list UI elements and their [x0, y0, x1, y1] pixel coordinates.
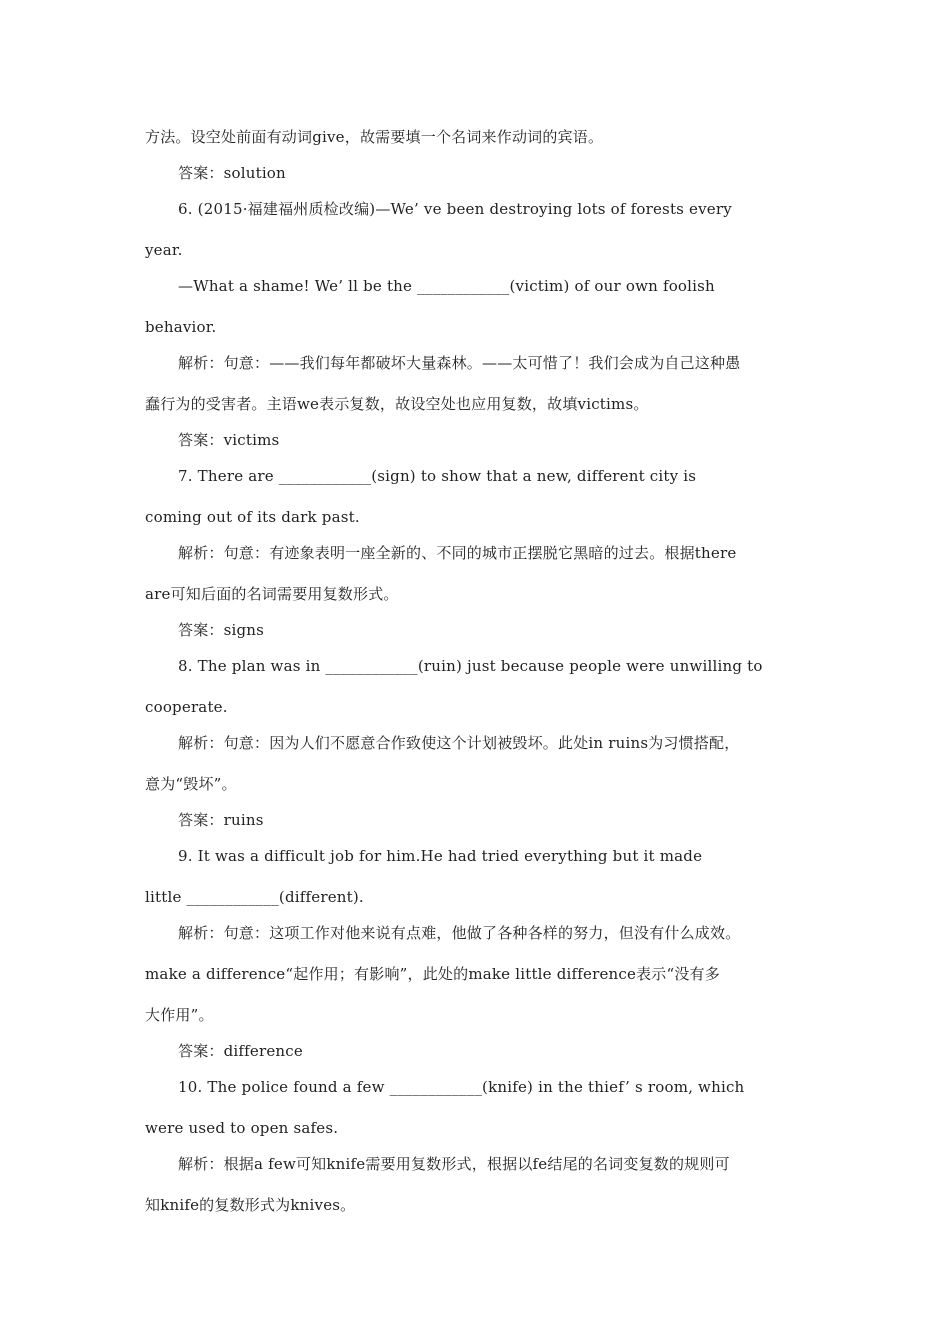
text-line: 方法。设空处前面有动词give，故需要填一个名词来作动词的宾语。	[145, 128, 604, 146]
question-line: little ____________(different).	[145, 888, 364, 906]
explanation-line: 解析：句意：因为人们不愿意合作致使这个计划被毁坏。此处in ruins为习惯搭配，	[178, 734, 740, 752]
answer-line: 答案：ruins	[178, 811, 264, 829]
explanation-line: make a difference“起作用；有影响”，此处的make little difference表示“没有多	[145, 965, 720, 983]
explanation-line: 解析：句意：有迹象表明一座全新的、不同的城市正摆脱它黑暗的过去。根据there	[178, 544, 737, 562]
answer-line: 答案：solution	[178, 164, 286, 182]
explanation-line: 解析：句意：——我们每年都破坏大量森林。——太可惜了！我们会成为自己这种愚	[178, 354, 741, 372]
explanation-line: 大作用”。	[145, 1006, 214, 1024]
question-line: —What a shame! We’ ll be the ____________(victim) of our own foolish	[178, 277, 715, 295]
question-line: coming out of its dark past.	[145, 508, 360, 526]
answer-line: 答案：signs	[178, 621, 265, 639]
question-line: 7. There are ____________(sign) to show that a new, different city is	[178, 467, 697, 485]
question-line: 10. The police found a few ____________(knife) in the thief’ s room, which	[178, 1078, 745, 1096]
question-line: 9. It was a difficult job for him.He had tried everything but it made	[178, 847, 703, 865]
question-line: year.	[145, 241, 183, 259]
question-line: 6. (2015·福建福州质检改编)—We’ ve been destroying lots of forests every	[178, 200, 732, 218]
explanation-line: 解析：句意：这项工作对他来说有点难，他做了各种各样的努力，但没有什么成效。	[178, 924, 741, 942]
explanation-line: 知knife的复数形式为knives。	[145, 1196, 356, 1214]
explanation-line: 解析：根据a few可知knife需要用复数形式，根据以fe结尾的名词变复数的规则可	[178, 1155, 730, 1173]
question-line: 8. The plan was in ____________(ruin) just because people were unwilling to	[178, 657, 763, 675]
question-line: behavior.	[145, 318, 217, 336]
question-line: were used to open safes.	[145, 1119, 339, 1137]
explanation-line: are可知后面的名词需要用复数形式。	[145, 585, 399, 603]
answer-line: 答案：victims	[178, 431, 280, 449]
answer-line: 答案：difference	[178, 1042, 303, 1060]
explanation-line: 蠢行为的受害者。主语we表示复数，故设空处也应用复数，故填victims。	[145, 395, 649, 413]
question-line: cooperate.	[145, 698, 228, 716]
explanation-line: 意为“毁坏”。	[145, 775, 237, 793]
